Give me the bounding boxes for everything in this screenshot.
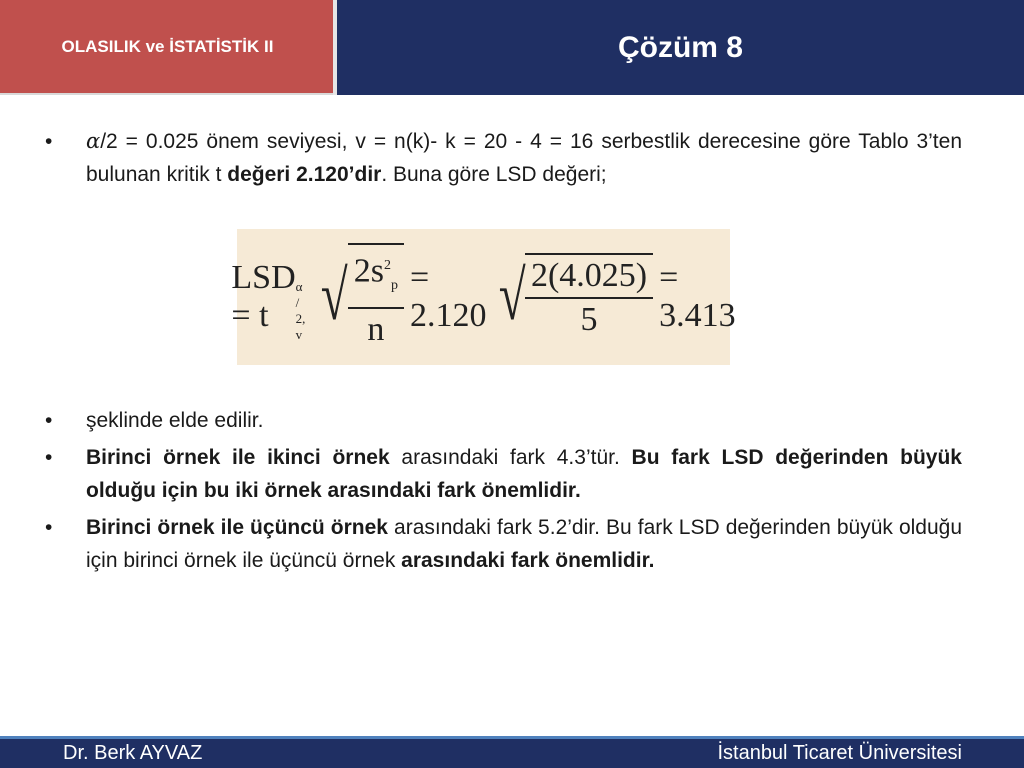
bullet-bold-text: değeri 2.120’dir xyxy=(227,163,382,186)
course-title-box xyxy=(0,0,335,95)
formula-subscript: α / 2, v xyxy=(295,279,306,342)
fraction-2 xyxy=(525,253,653,341)
fraction-2-denominator: 5 xyxy=(580,301,598,338)
fraction-2-numerator: 2(4.025) xyxy=(525,255,653,299)
bullet-bold-text: arasındaki fark önemlidir. xyxy=(401,549,655,572)
bullet-dot: • xyxy=(45,409,53,432)
sqrt-1 xyxy=(315,243,404,351)
bullet-text: arasındaki fark 5.2’dir. Bu fark LSD değerinden büyük olduğu için birinci örnek ile üçüncü örnek xyxy=(86,516,963,572)
sqrt-sign-icon: √ xyxy=(321,258,349,335)
fraction-1 xyxy=(348,243,404,351)
slide-title: Çözüm 8 xyxy=(617,30,743,64)
alpha-symbol: 𝛼 xyxy=(86,129,101,153)
formula-equals-1: = 2.120 xyxy=(410,259,487,334)
slide-content-lower xyxy=(40,404,962,581)
bullet-text: şeklinde elde edilir. xyxy=(86,409,264,432)
lsd-formula-image xyxy=(231,229,736,365)
footer xyxy=(0,739,1024,768)
bullet-item-4 xyxy=(40,511,962,577)
bullet-item-2 xyxy=(40,404,962,437)
bullet-text: /2 = 0.025 önem seviyesi, v = n(k)- k = 20 - 4 = 16 serbestlik derecesine göre Tablo 3’ten bulunan kritik t xyxy=(86,130,962,186)
bullet-dot: • xyxy=(45,446,53,469)
bullet-dot: • xyxy=(45,130,53,153)
fraction-1-numerator: $2s^2_p$ xyxy=(348,245,404,309)
slide-content xyxy=(40,125,962,195)
bullet-bold-text: Birinci örnek ile üçüncü örnek xyxy=(86,516,388,539)
footer-author: Dr. Berk AYVAZ xyxy=(63,742,203,764)
bullet-item-1 xyxy=(40,125,962,191)
bullet-item-3 xyxy=(40,441,962,507)
bullet-dot: • xyxy=(45,516,53,539)
lsd-formula xyxy=(231,243,735,351)
formula-lhs: LSD = t xyxy=(231,259,296,334)
sqrt-2 xyxy=(493,253,654,341)
fraction-1-denominator: n xyxy=(367,311,385,349)
formula-result: = 3.413 xyxy=(659,259,736,334)
sqrt-sign-icon: √ xyxy=(498,258,526,335)
slide-title-box xyxy=(337,0,1024,95)
bullet-text: . Buna göre LSD değeri; xyxy=(381,163,607,186)
bullet-text: arasındaki fark 4.3’tür. xyxy=(389,446,632,469)
bullet-bold-text: Birinci örnek ile ikinci örnek xyxy=(86,446,390,469)
bullet-bold-text: Bu fark LSD değerinden büyük olduğu için bu iki örnek arasındaki fark önemlidir. xyxy=(86,446,962,502)
course-title: OLASILIK ve İSTATİSTİK II xyxy=(61,36,274,56)
footer-institution: İstanbul Ticaret Üniversitesi xyxy=(717,742,962,764)
